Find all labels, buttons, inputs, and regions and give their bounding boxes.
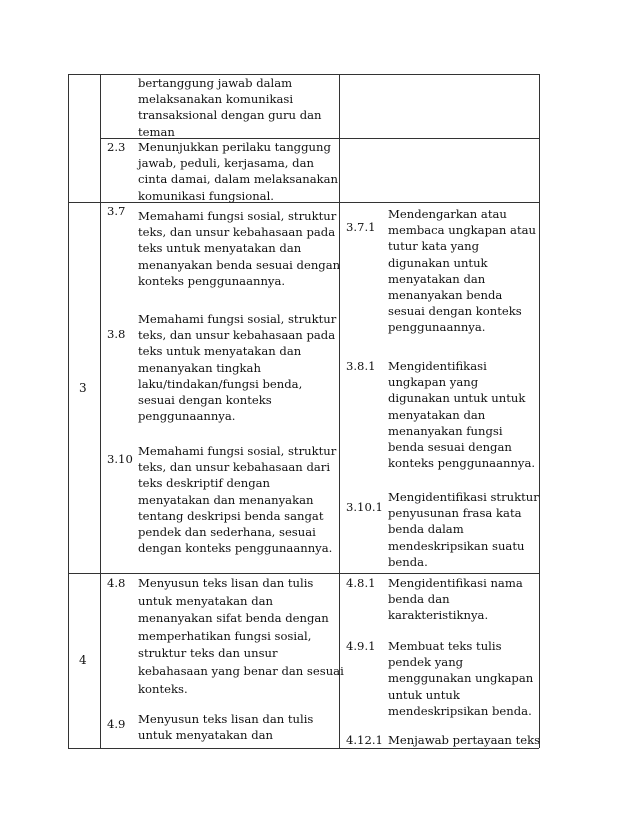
column-divider (100, 74, 101, 748)
kd-number: 2.3 (107, 140, 126, 154)
kd-text: Memahami fungsi sosial, struktur teks, dan unsur kebahasaan pada teks untuk menyatakan dan menanyakan tingkah laku/tindakan/fungsi benda, sesuai dengan konteks penggunaannya. (138, 312, 337, 424)
kd-number: 4.9 (107, 717, 126, 731)
table-border-left (68, 74, 69, 748)
kd-text: Menyusun teks lisan dan tulis untuk menyatakan dan menanyakan sifat benda dengan memperhatikan fungsi sosial, struktur teks dan unsur kebahasaan yang benar dan sesuai konteks. (138, 576, 344, 696)
indikator-text: Mengidentifikasi nama benda dan karakteristiknya. (388, 576, 523, 623)
kd-text: Menunjukkan perilaku tanggung jawab, peduli, kerjasama, dan cinta damai, dalam melaksanakan komunikasi fungsional. (138, 140, 339, 203)
indikator-number: 4.12.1 (346, 733, 383, 747)
kd-number: 3.10 (107, 452, 133, 466)
indikator-number: 4.9.1 (346, 639, 376, 653)
indikator-number: 3.8.1 (346, 359, 376, 373)
kd-text: Memahami fungsi sosial, struktur teks, dan unsur kebahasaan dari teks deskriptif dengan menyatakan dan menanyakan tentang deskripsi benda sangat pendek dan sederhana, sesuai dengan konteks penggunaannya. (138, 444, 337, 556)
indikator-text: Mengidentifikasi struktur penyusunan frasa kata benda dalam mendeskripsikan suatu benda. (388, 490, 539, 569)
row-number: 4 (79, 653, 87, 667)
kd-text: Menyusun teks lisan dan tulis untuk menyatakan dan (138, 712, 314, 743)
table-border-right (539, 74, 540, 748)
row-number: 3 (79, 381, 87, 395)
kd-number: 3.7 (107, 204, 126, 218)
indikator-text: Membuat teks tulis pendek yang menggunakan ungkapan untuk untuk mendeskripsikan benda. (388, 639, 534, 718)
kd-number: 4.8 (107, 576, 126, 590)
indikator-text: Menjawab pertayaan teks (388, 733, 541, 747)
indikator-number: 4.8.1 (346, 576, 376, 590)
kd-text: bertanggung jawab dalam melaksanakan komunikasi transaksional dengan guru dan teman (138, 76, 322, 139)
indikator-number: 3.7.1 (346, 220, 376, 234)
kd-text: Memahami fungsi sosial, struktur teks, dan unsur kebahasaan pada teks untuk menyatakan dan menanyakan benda sesuai dengan konteks penggunaannya. (138, 209, 341, 288)
indikator-text: Mengidentifikasi ungkapan yang digunakan untuk untuk menyatakan dan menanyakan fungsi benda sesuai dengan konteks penggunaannya. (388, 359, 536, 471)
indikator-text: Mendengarkan atau membaca ungkapan atau tutur kata yang digunakan untuk menyatakan dan menanyakan benda sesuai dengan konteks penggunaannya. (388, 207, 537, 335)
row-divider (68, 573, 539, 574)
indikator-number: 3.10.1 (346, 500, 383, 514)
kd-number: 3.8 (107, 327, 126, 341)
